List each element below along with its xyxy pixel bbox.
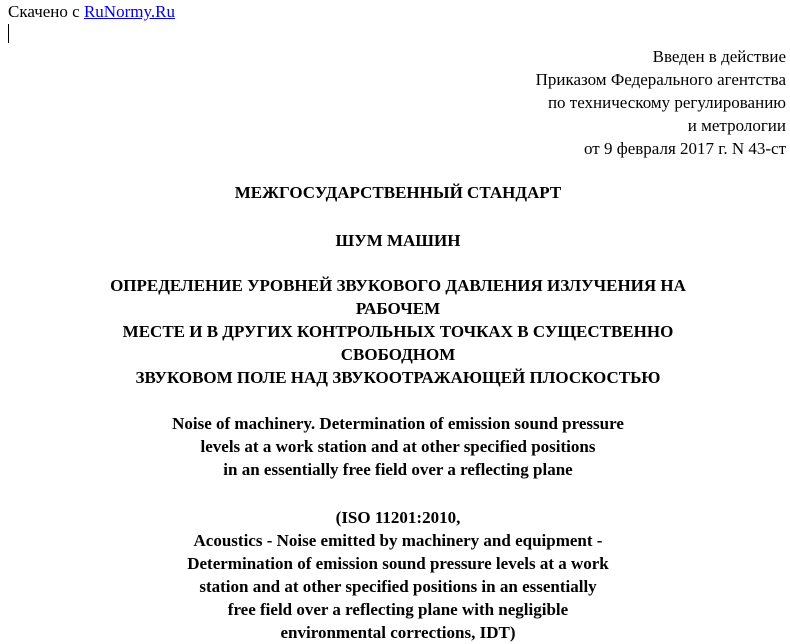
russian-title-line: СВОБОДНОМ <box>340 345 456 364</box>
enactment-line: Введен в действие <box>652 47 786 66</box>
standard-name-heading: ШУМ МАШИН <box>335 231 461 250</box>
english-title <box>0 412 790 481</box>
iso-line: Acoustics - Noise emitted by machinery and equipment - <box>193 531 603 550</box>
iso-line: (ISO 11201:2010, <box>335 508 461 527</box>
enactment-line: от 9 февраля 2017 г. N 43-ст <box>583 139 786 158</box>
download-source-line <box>8 2 175 22</box>
iso-line: Determination of emission sound pressure levels at a work <box>187 554 609 573</box>
enactment-line: по техническому регулированию <box>547 93 786 112</box>
iso-line: station and at other specified positions in an essentially <box>199 577 597 596</box>
standard-type-heading: МЕЖГОСУДАРСТВЕННЫЙ СТАНДАРТ <box>234 183 562 202</box>
iso-line: environmental corrections, IDT) <box>280 623 516 642</box>
russian-title <box>0 274 790 389</box>
iso-line: free field over a reflecting plane with negligible <box>227 600 569 619</box>
text-cursor <box>8 24 9 43</box>
runormy-link[interactable]: RuNormy.Ru <box>83 2 175 21</box>
iso-reference <box>0 506 790 644</box>
russian-title-line: ОПРЕДЕЛЕНИЕ УРОВНЕЙ ЗВУКОВОГО ДАВЛЕНИЯ ИЗЛУЧЕНИЯ НА <box>110 276 686 295</box>
english-title-line: in an essentially free field over a reflecting plane <box>223 460 573 479</box>
english-title-line: Noise of machinery. Determination of emission sound pressure <box>172 414 624 433</box>
russian-title-line: МЕСТЕ И В ДРУГИХ КОНТРОЛЬНЫХ ТОЧКАХ В СУЩЕСТВЕННО <box>122 322 674 341</box>
enactment-line: Приказом Федерального агентства <box>535 70 786 89</box>
russian-title-line: ЗВУКОВОМ ПОЛЕ НАД ЗВУКООТРАЖАЮЩЕЙ ПЛОСКОСТЬЮ <box>135 368 661 387</box>
russian-title-line: РАБОЧЕМ <box>355 299 441 318</box>
download-prefix: Скачено с <box>8 2 80 21</box>
english-title-line: levels at a work station and at other specified positions <box>200 437 596 456</box>
enactment-block <box>536 45 786 160</box>
enactment-line: и метрологии <box>687 116 786 135</box>
